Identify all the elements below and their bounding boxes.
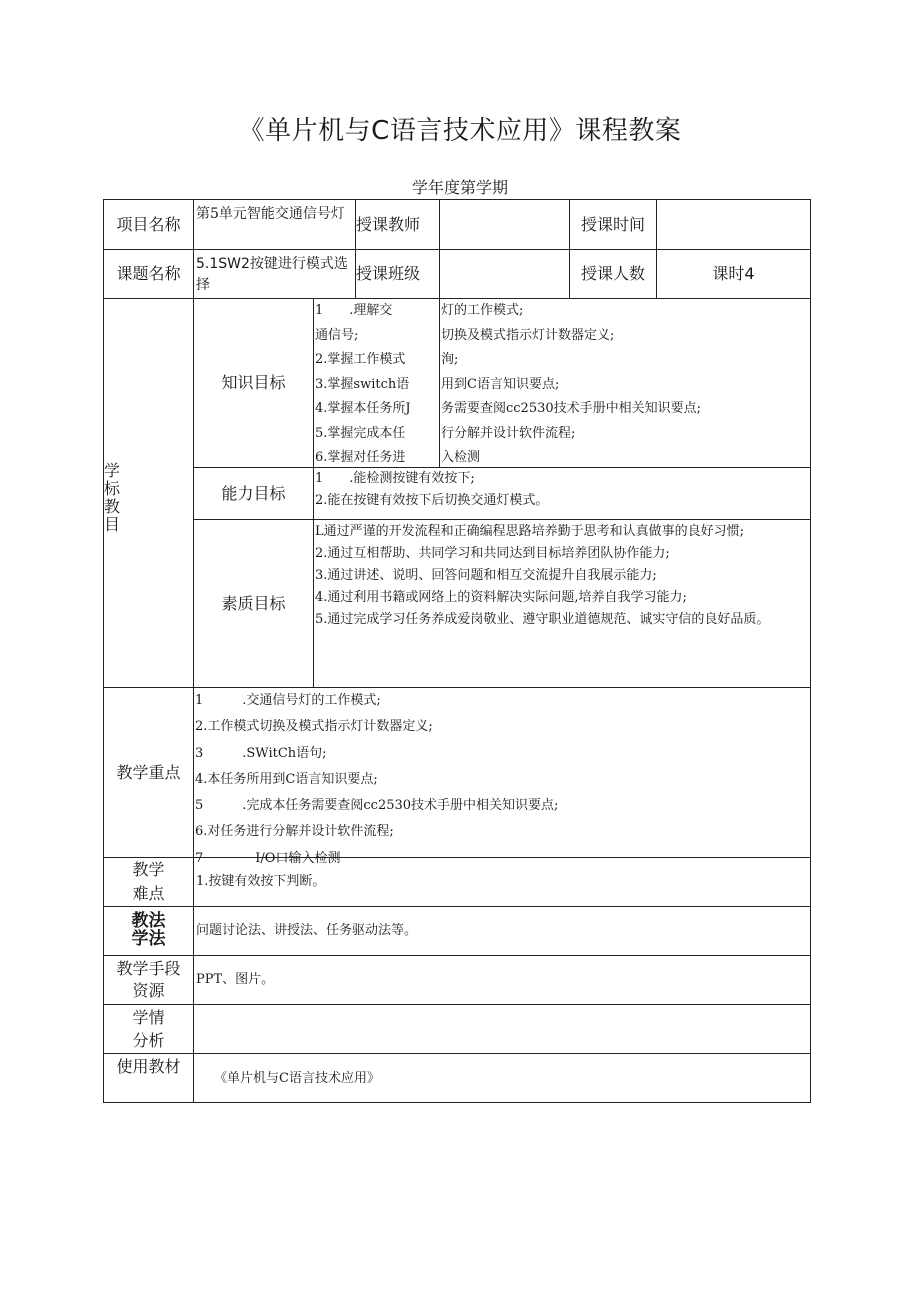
list-item: 4.本任务所用到C语言知识要点; [195,771,378,787]
methods-label-line1: 教法 [131,911,166,931]
semester-line: 学年度第学期 [411,178,508,197]
topic-name-label: 课题名称 [116,264,181,283]
ability-goal-list [315,468,809,519]
project-name-label: 项目名称 [116,214,181,234]
key-points-list [195,688,809,866]
list-item: 务需要查阅cc2530技术手册中相关知识要点; [441,401,702,416]
list-item: 灯的工作模式; [441,303,524,318]
knowledge-goal-right-list [441,299,809,467]
list-item: 5.通过完成学习任务养成爱岗敬业、遵守职业道德规范、诚实守信的良好品质。 [315,612,770,627]
list-item: 通信号; [315,327,359,343]
resources-label-line1: 教学手段 [116,959,181,978]
list-item: 2.掌握工作模式 [315,352,406,367]
list-item: 5 .完成本任务需要查阅cc2530技术手册中相关知识要点; [195,798,559,814]
student-count-label: 授课人数 [580,264,645,283]
difficulty-value: 1.按键有效按下判断。 [196,874,326,889]
resources-label [104,958,193,1004]
list-item: 6.掌握对任务进 [315,450,406,465]
difficulty-label [104,858,193,906]
list-item: 3.通过讲述、说明、回答问题和相互交流提升自我展示能力; [315,568,657,583]
time-label: 授课时间 [580,214,645,234]
list-item: 切换及模式指示灯计数器定义; [441,327,615,343]
resources-value: PPT、图片。 [196,972,275,987]
ability-goal-label: 能力目标 [221,483,286,503]
methods-label [104,912,193,952]
list-item: 3.掌握switch语 [315,376,410,392]
analysis-label-line1: 学情 [132,1008,165,1027]
list-item: 2.能在按键有效按下后切换交通灯模式。 [315,493,549,508]
analysis-value [196,1005,796,1053]
list-item: 1 .能检测按键有效按下; [315,471,475,486]
key-points-label: 教学重点 [116,762,181,782]
topic-name-value: 5.1SW2按键进行模式选择 [196,256,348,293]
knowledge-goal-label: 知识目标 [221,373,286,392]
list-item: 5.掌握完成本任 [315,425,406,441]
list-item: 3 .SWitCh语句; [195,745,327,761]
project-name-value: 第5单元智能交通信号灯 [196,206,345,222]
list-item: 行分解并设计软件流程; [441,425,576,441]
teacher-value [440,200,569,249]
quality-goal-list [315,521,808,681]
class-value [440,250,569,298]
list-item: 4.通过利用书籍或网络上的资料解决实际问题,培养自我学习能力; [315,590,687,605]
list-item: L通过严谨的开发流程和正确编程思路培养勤于思考和认真做事的良好习惯; [315,524,745,539]
list-item: 7 I/O口输入检测 [195,850,341,866]
page-title: 《单片机与C语言技术应用》课程教案 [238,116,682,146]
analysis-label [104,1006,193,1052]
methods-label-line2: 学法 [131,929,166,949]
list-item: 用到C语言知识要点; [441,376,560,392]
list-item: 2.通过互相帮助、共同学习和共同达到目标培养团队协作能力; [315,546,670,561]
difficulty-label-line2: 难点 [132,884,165,903]
class-label: 授课班级 [356,264,421,283]
resources-label-line2: 资源 [132,981,165,1000]
list-item: 洵; [441,352,459,367]
textbook-label: 使用教材 [116,1057,181,1076]
list-item: 入检测 [441,450,481,465]
analysis-label-line2: 分析 [132,1031,165,1050]
list-item: 1 .交通信号灯的工作模式; [195,693,381,708]
objectives-group-label: 学标教目 [104,461,121,534]
textbook-value: 《单片机与C语言技术应用》 [214,1071,380,1086]
time-value [657,200,810,249]
list-item: 2.工作模式切换及模式指示灯计数器定义; [195,719,433,735]
class-hours: 课时4 [712,264,755,283]
quality-goal-label: 素质目标 [221,593,286,613]
methods-value: 问题讨论法、讲授法、任务驱动法等。 [196,923,418,938]
list-item: 6.对任务进行分解并设计软件流程; [195,824,394,840]
teacher-label: 授课教师 [356,214,421,234]
list-item: 4.掌握本任务所J [315,401,411,416]
list-item: 1 .理解交 [315,303,393,318]
knowledge-goal-left-list [315,299,438,467]
difficulty-label-line1: 教学 [132,860,165,879]
